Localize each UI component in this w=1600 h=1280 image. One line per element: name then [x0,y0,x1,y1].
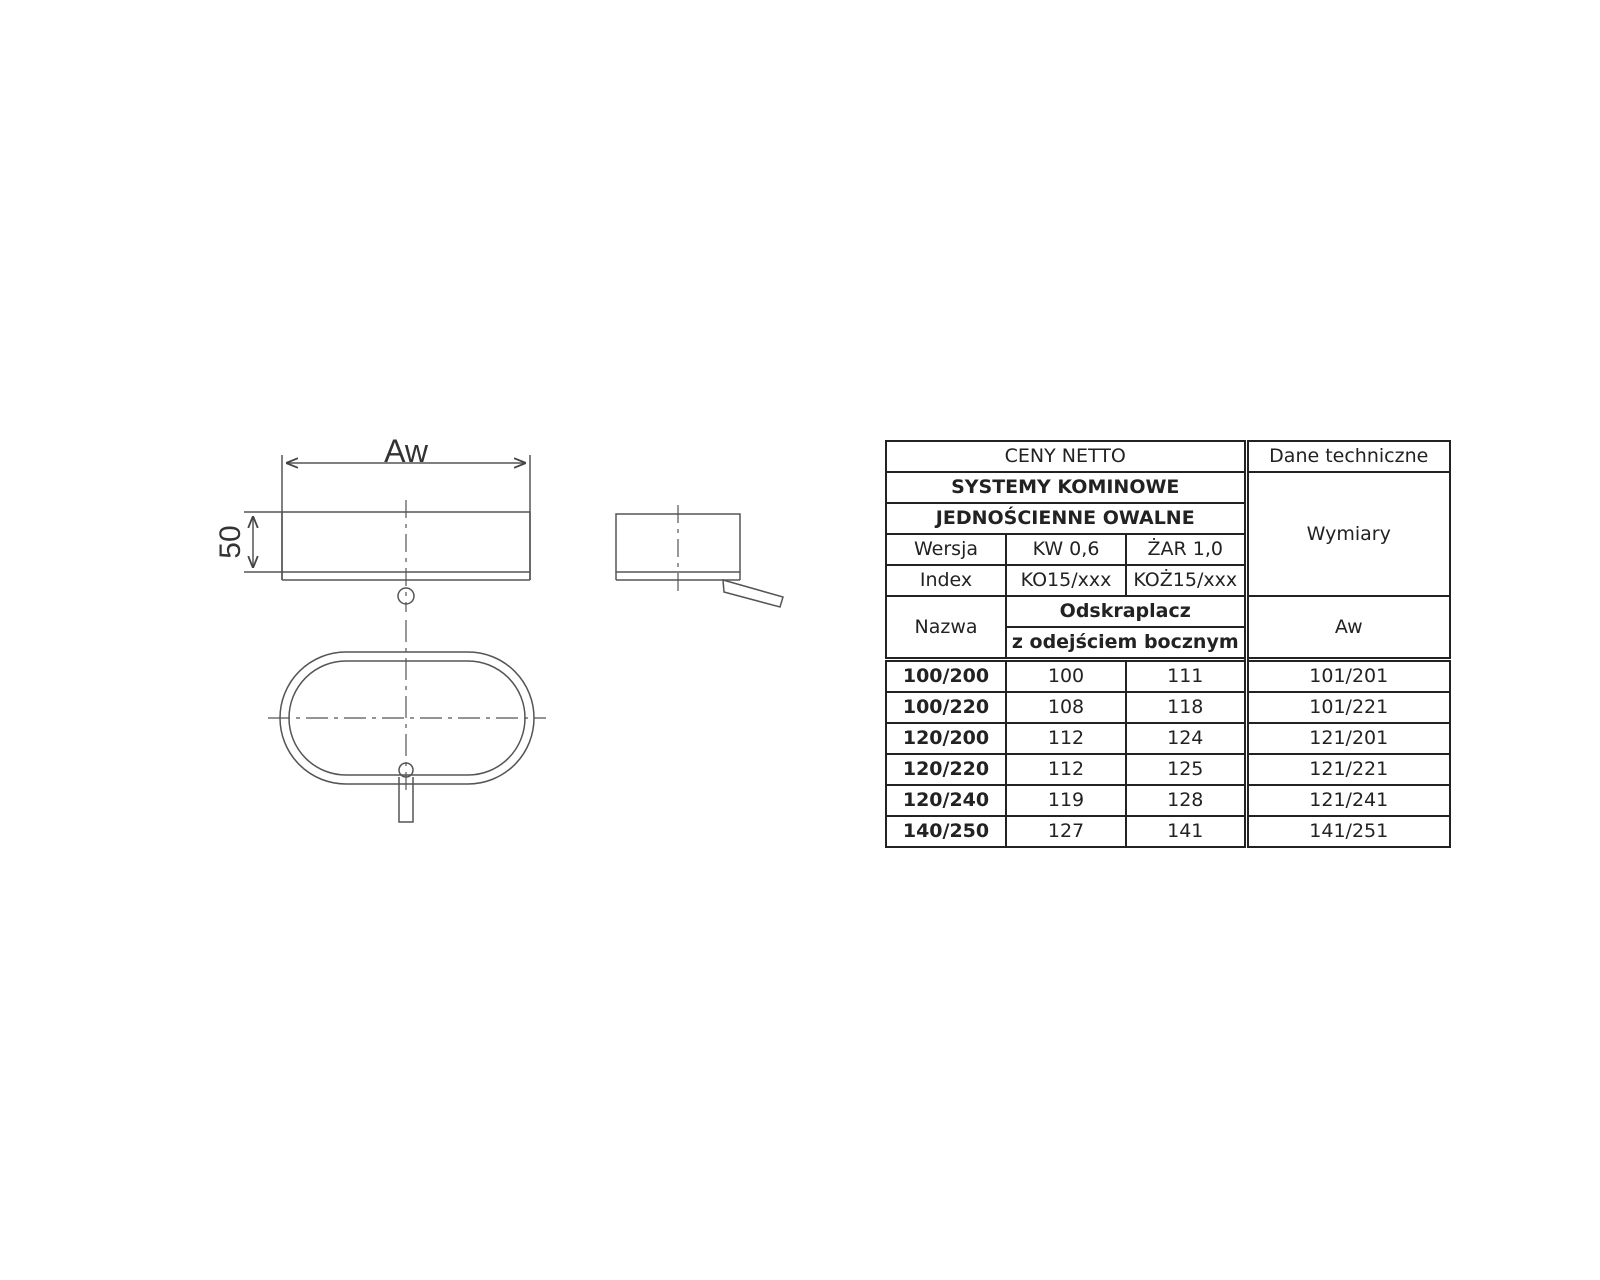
dimensions-label: Wymiary [1246,472,1450,596]
row-price-zar: 118 [1126,692,1246,723]
version-kw: KW 0,6 [1006,534,1126,565]
table-row [886,785,1450,816]
dimension-label-50: 50 [214,525,247,559]
product-title-line2: z odejściem bocznym [1006,627,1246,660]
name-label: Nazwa [886,596,1006,660]
side-view [616,505,783,607]
row-aw: 121/241 [1246,785,1450,816]
top-view [268,620,546,822]
row-price-kw: 112 [1006,723,1126,754]
row-name: 100/220 [886,692,1006,723]
row-name: 120/200 [886,723,1006,754]
aw-label: Aw [1246,596,1450,660]
row-price-zar: 125 [1126,754,1246,785]
row-price-zar: 141 [1126,816,1246,847]
row-price-zar: 128 [1126,785,1246,816]
row-price-kw: 119 [1006,785,1126,816]
row-aw: 101/201 [1246,660,1450,693]
dimension-label-aw: Aw [384,433,428,469]
system-title-line1: SYSTEMY KOMINOWE [886,472,1246,503]
row-price-kw: 108 [1006,692,1126,723]
row-price-kw: 127 [1006,816,1126,847]
row-price-zar: 124 [1126,723,1246,754]
index-zar: KOŻ15/xxx [1126,565,1246,596]
version-zar: ŻAR 1,0 [1126,534,1246,565]
row-aw: 141/251 [1246,816,1450,847]
table-row [886,816,1450,847]
product-title-line1: Odskraplacz [1006,596,1246,627]
front-view [244,455,530,612]
row-aw: 121/221 [1246,754,1450,785]
table-row [886,660,1450,693]
index-label: Index [886,565,1006,596]
table-row [886,754,1450,785]
version-label: Wersja [886,534,1006,565]
row-price-kw: 100 [1006,660,1126,693]
row-aw: 121/201 [1246,723,1450,754]
row-name: 120/240 [886,785,1006,816]
row-aw: 101/221 [1246,692,1450,723]
table-row [886,692,1450,723]
price-table [885,440,1451,848]
header-tech: Dane techniczne [1246,441,1450,472]
header-prices: CENY NETTO [886,441,1246,472]
index-kw: KO15/xxx [1006,565,1126,596]
table-row [886,723,1450,754]
row-name: 120/220 [886,754,1006,785]
row-name: 140/250 [886,816,1006,847]
row-price-kw: 112 [1006,754,1126,785]
side-outlet-pipe [723,580,783,607]
row-name: 100/200 [886,660,1006,693]
row-price-zar: 111 [1126,660,1246,693]
system-title-line2: JEDNOŚCIENNE OWALNE [886,503,1246,534]
